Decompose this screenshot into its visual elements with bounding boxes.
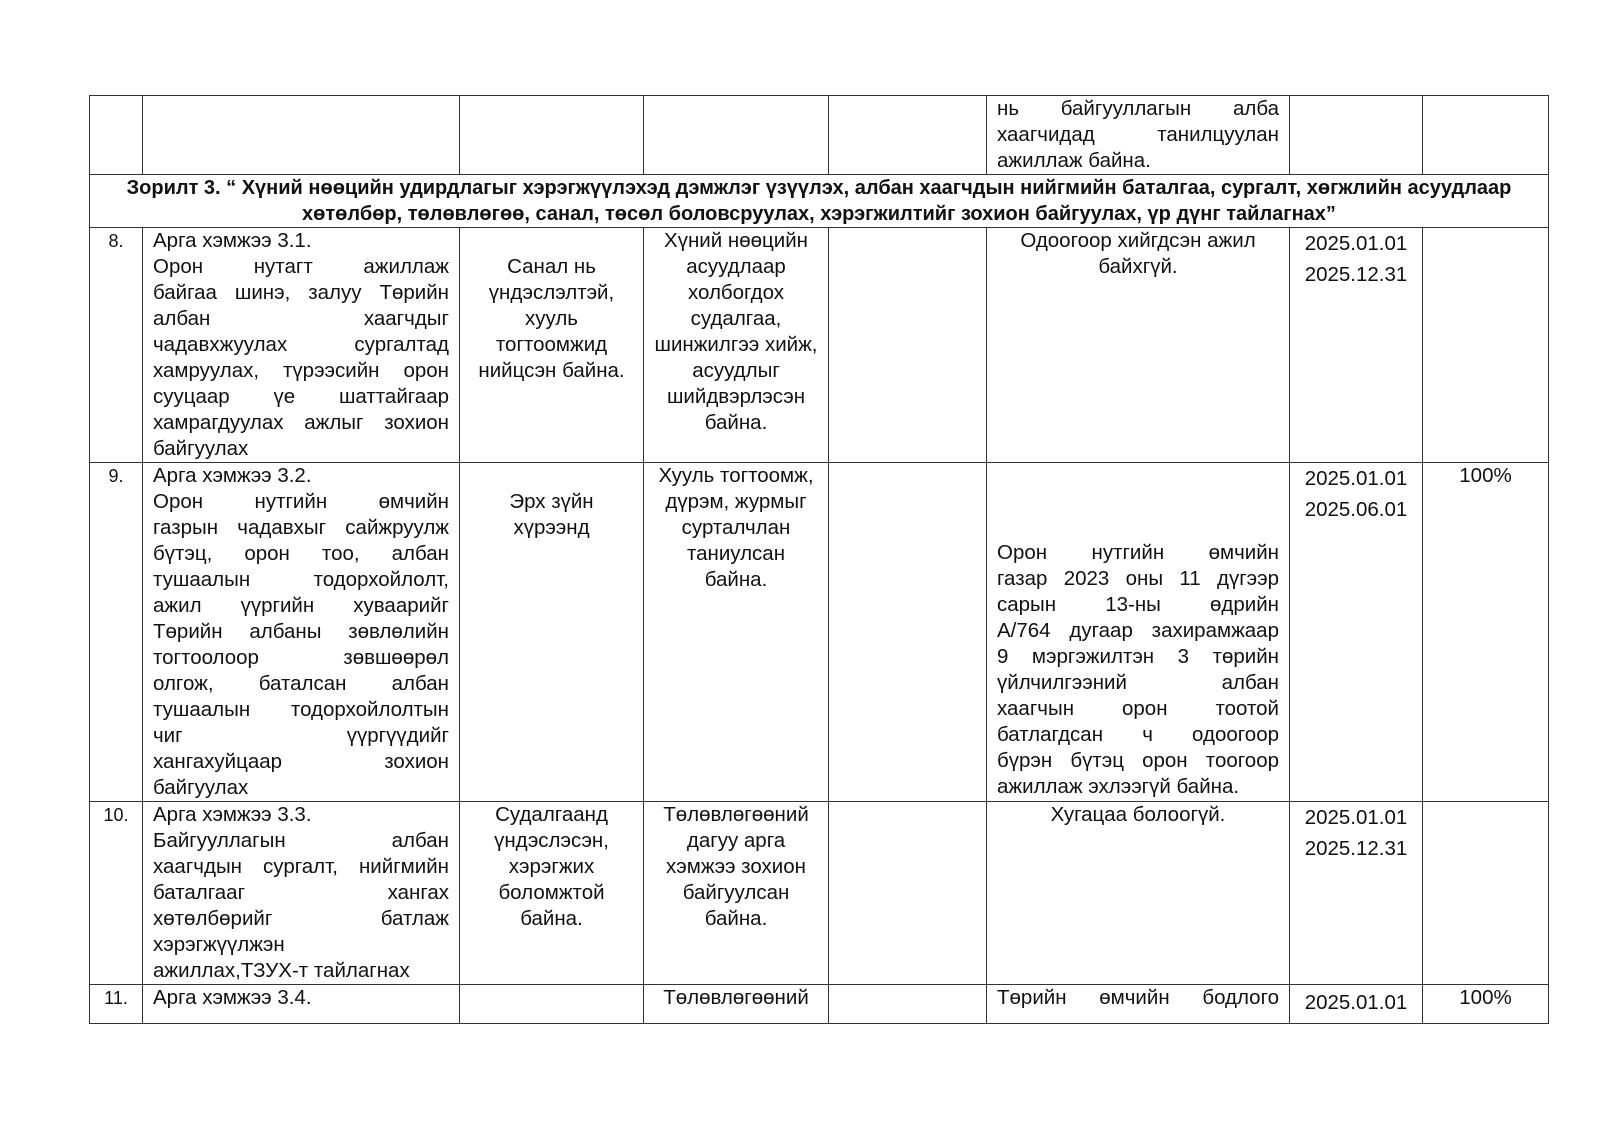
measure-line: олгож, баталсан албан xyxy=(153,672,449,695)
result-cell xyxy=(644,463,829,802)
measure-line: сууцаар үе шаттайгаар xyxy=(153,385,449,408)
measure-line: тушаалын тодорхойлолтын xyxy=(153,698,449,721)
measure-cell xyxy=(143,228,460,463)
measure-line: Орон нутгийн өмчийн xyxy=(153,490,449,513)
table-row xyxy=(90,802,1549,985)
measure-line: Байгууллагын албан xyxy=(153,829,449,852)
table-row xyxy=(90,463,1549,802)
date-cell xyxy=(1290,228,1423,463)
measure-line: хаагчдын сургалт, нийгмийн xyxy=(153,855,449,878)
measure-cell xyxy=(143,96,460,175)
measure-line: хэрэгжүүлжэн xyxy=(153,933,285,956)
measure-line: тогтоолоор зөвшөөрөл xyxy=(153,646,449,669)
status-cell xyxy=(987,985,1290,1024)
measure-line: Орон нутагт ажиллаж xyxy=(153,255,449,278)
measure-line: байгуулах xyxy=(153,437,249,460)
row-number: 11. xyxy=(90,985,143,1024)
measure-line: хамрагдуулах ажлыг зохион xyxy=(153,411,449,434)
table-row xyxy=(90,228,1549,463)
status-line: хаагчын орон тоотой xyxy=(997,697,1279,720)
date-cell xyxy=(1290,463,1423,802)
date-start: 2025.01.01 xyxy=(1304,232,1408,255)
status-line: 9 мэргэжилтэн 3 төрийн xyxy=(997,645,1279,668)
measure-line: газрын чадавхыг сайжруулж xyxy=(153,516,449,539)
percent-cell xyxy=(1423,96,1549,175)
criteria-cell xyxy=(460,802,644,985)
criteria-cell xyxy=(460,228,644,463)
measure-line: чиг үүргүүдийг xyxy=(153,724,449,747)
table-row xyxy=(90,985,1549,1024)
measure-cell xyxy=(143,985,460,1024)
empty-cell xyxy=(829,802,987,985)
status-line: үйлчилгээний албан xyxy=(997,671,1279,694)
status-text: Одоогоор хийгдсэн ажил байхгүй. xyxy=(1020,229,1256,278)
criteria-cell xyxy=(460,985,644,1024)
table-row xyxy=(90,96,1549,175)
measure-title: Арга хэмжээ 3.4. xyxy=(153,986,312,1009)
action-plan-table xyxy=(89,95,1549,1024)
date-end: 2025.12.31 xyxy=(1304,837,1408,860)
empty-cell xyxy=(829,985,987,1024)
criteria-text: Эрх зүйн хүрээнд xyxy=(509,490,594,539)
measure-title: Арга хэмжээ 3.2. xyxy=(153,464,312,487)
date-end: 2025.06.01 xyxy=(1304,498,1408,521)
date-cell xyxy=(1290,985,1423,1024)
measure-title: Арга хэмжээ 3.1. xyxy=(153,229,312,252)
measure-cell xyxy=(143,802,460,985)
row-number: 8. xyxy=(90,228,143,463)
measure-line: чадавхжуулах сургалтад xyxy=(153,333,449,356)
status-line: сарын 13-ны өдрийн xyxy=(997,593,1279,616)
row-number: 10. xyxy=(90,802,143,985)
measure-title: Арга хэмжээ 3.3. xyxy=(153,803,312,826)
result-cell xyxy=(644,802,829,985)
status-cell xyxy=(987,228,1290,463)
goal-heading: Зорилт 3. “ Хүний нөөцийн удирдлагыг хэрэгжүүлэхэд дэмжлэг үзүүлэх, албан хаагчдын нийгмийн баталгаа, сургалт, хөгжлийн асуудлаар хөтөлбөр, төлөвлөгөө, санал, төсөл боловсруулах, хэрэгжилтийг зохион байгуулах, үр дүнг тайлагнах” xyxy=(90,175,1549,228)
measure-line: хөтөлбөрийг батлаж xyxy=(153,907,449,930)
criteria-cell xyxy=(460,96,644,175)
status-text: Хугацаа болоогүй. xyxy=(1050,803,1226,826)
criteria-text: Санал нь үндэслэлтэй, хууль тогтоомжид нийцсэн байна. xyxy=(478,255,625,382)
percent-cell xyxy=(1423,228,1549,463)
measure-line: хангахуйцаар зохион xyxy=(153,750,449,773)
criteria-text: Судалгаанд үндэслэсэн, хэрэгжих боломжтой байна. xyxy=(494,803,609,930)
result-text: Хүний нөөцийн асуудлаар холбогдох судалгаа, шинжилгээ хийж, асуудлыг шийдвэрлэсэн байна. xyxy=(654,229,818,434)
result-cell xyxy=(644,985,829,1024)
date-start: 2025.01.01 xyxy=(1304,806,1408,829)
result-cell xyxy=(644,228,829,463)
measure-line: бүтэц, орон тоо, албан xyxy=(153,542,449,565)
measure-line: ажил үүргийн хуваарийг xyxy=(153,594,449,617)
criteria-cell xyxy=(460,463,644,802)
goal-row xyxy=(90,175,1549,228)
status-line: газар 2023 оны 11 дүгээр xyxy=(997,567,1279,590)
measure-line: тушаалын тодорхойлолт, xyxy=(153,568,449,591)
measure-cell xyxy=(143,463,460,802)
result-text: Төлөвлөгөөний xyxy=(663,986,809,1009)
status-cell xyxy=(987,96,1290,175)
result-cell xyxy=(644,96,829,175)
percent-cell xyxy=(1423,802,1549,985)
status-line: Орон нутгийн өмчийн xyxy=(997,541,1279,564)
date-cell xyxy=(1290,96,1423,175)
empty-cell xyxy=(829,228,987,463)
measure-line: байгуулах xyxy=(153,776,249,799)
date-start: 2025.01.01 xyxy=(1304,467,1408,490)
percent-cell: 100% xyxy=(1423,463,1549,802)
status-line: нь байгууллагын алба xyxy=(997,97,1279,120)
status-line: ажиллаж байна. xyxy=(997,149,1151,172)
empty-cell xyxy=(829,96,987,175)
date-end: 2025.12.31 xyxy=(1304,263,1408,286)
status-line: бүрэн бүтэц орон тоогоор xyxy=(997,749,1279,772)
result-text: Төлөвлөгөөний дагуу арга хэмжээ зохион байгуулсан байна. xyxy=(663,803,809,930)
percent-cell: 100% xyxy=(1423,985,1549,1024)
measure-line: ажиллах,ТЗУХ-т тайлагнах xyxy=(153,959,410,982)
status-line: хаагчидад танилцуулан xyxy=(997,123,1279,146)
status-line: А/764 дугаар захирамжаар xyxy=(997,619,1279,642)
measure-line: баталгааг хангах xyxy=(153,881,449,904)
date-start: 2025.01.01 xyxy=(1304,991,1408,1014)
status-line: Төрийн өмчийн бодлого xyxy=(997,986,1279,1009)
status-line: ажиллаж эхлээгүй байна. xyxy=(997,775,1240,798)
number-cell xyxy=(90,96,143,175)
measure-line: албан хаагчдыг xyxy=(153,307,449,330)
status-line: батлагдсан ч одоогоор xyxy=(997,723,1279,746)
measure-line: Төрийн албаны зөвлөлийн xyxy=(153,620,449,643)
row-number: 9. xyxy=(90,463,143,802)
status-cell xyxy=(987,802,1290,985)
empty-cell xyxy=(829,463,987,802)
status-cell xyxy=(987,463,1290,802)
measure-line: хамруулах, түрээсийн орон xyxy=(153,359,449,382)
result-text: Хууль тогтоомж, дүрэм, журмыг сурталчлан таниулсан байна. xyxy=(658,464,814,591)
measure-line: байгаа шинэ, залуу Төрийн xyxy=(153,281,449,304)
date-cell xyxy=(1290,802,1423,985)
